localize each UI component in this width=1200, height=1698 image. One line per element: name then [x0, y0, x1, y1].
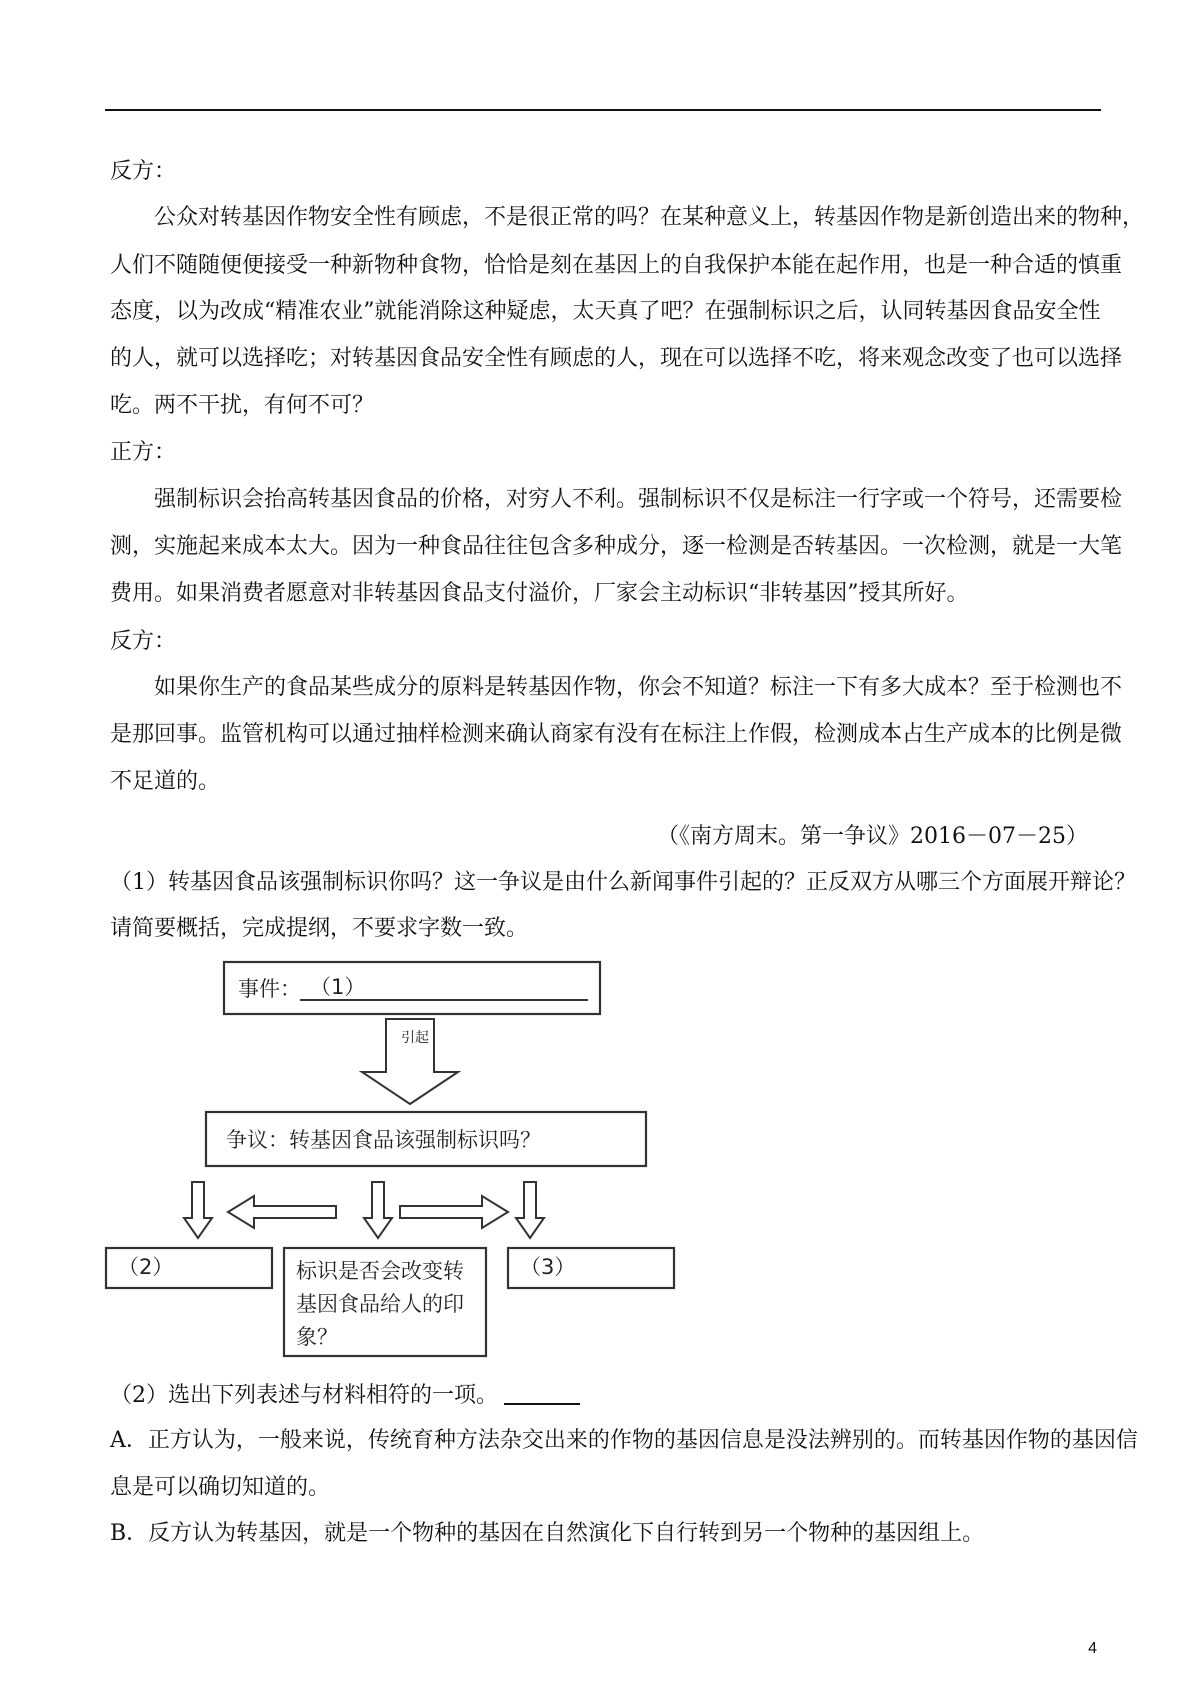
citation: （《南方周末。第一争议》2016－07－25） — [657, 824, 1088, 849]
answer-blank[interactable] — [504, 1385, 580, 1405]
right-arrow-icon — [400, 1196, 508, 1228]
option-a-line: A．正方认为，一般来说，传统育种方法杂交出来的作物的基因信息是没法辨别的。而转基因作物的基因信 — [110, 1428, 1138, 1453]
center-box-line: 标识是否会改变转 — [296, 1259, 464, 1283]
paragraph-line: 吃。两不干扰，有何不可？ — [110, 393, 375, 418]
paragraph-line: 态度，以为改成“精准农业”就能消除这种疑虑，太天真了吧？在强制标识之后，认同转基因食品安全性 — [110, 299, 1101, 324]
left-arrow-icon — [228, 1196, 336, 1228]
event-label: 事件： — [238, 977, 301, 1001]
paragraph-line: 是那回事。监管机构可以通过抽样检测来确认商家有没有在标注上作假，检测成本占生产成本的比例是微 — [110, 722, 1123, 747]
paragraph-line: 不足道的。 — [110, 769, 221, 794]
center-box-line: 基因食品给人的印 — [296, 1292, 464, 1316]
left-box-label: （2） — [118, 1255, 174, 1279]
question-2-text: （2）选出下列表述与材料相符的一项。 — [110, 1383, 498, 1408]
dispute-text: 争议：转基因食品该强制标识吗？ — [226, 1128, 541, 1152]
down-arrow-icon — [516, 1182, 544, 1238]
right-box-label: （3） — [520, 1255, 576, 1279]
option-a-line: 息是可以确切知道的。 — [110, 1475, 331, 1500]
speaker-label: 反方： — [110, 629, 177, 654]
question-1-line: 请简要概括，完成提纲，不要求字数一致。 — [110, 916, 529, 941]
option-b: B．反方认为转基因，就是一个物种的基因在自然演化下自行转到另一个物种的基因组上。 — [110, 1521, 985, 1546]
center-box-line: 象？ — [296, 1325, 338, 1349]
arrow-text: 引起 — [401, 1030, 429, 1046]
question-1-line: （1）转基因食品该强制标识你吗？这一争议是由什么新闻事件引起的？正反双方从哪三个方面展开辩论？ — [110, 870, 1137, 895]
paragraph-line: 如果你生产的食品某些成分的原料是转基因作物，你会不知道？标注一下有多大成本？至于检测也不 — [154, 675, 1123, 700]
paragraph-line: 人们不随随便便接受一种新物种食物，恰恰是刻在基因上的自我保护本能在起作用，也是一种合适的慎重 — [110, 253, 1123, 278]
paragraph-line: 费用。如果消费者愿意对非转基因食品支付溢价，厂家会主动标识“非转基因”授其所好。 — [110, 581, 969, 606]
page-number: 4 — [1088, 1640, 1097, 1657]
header-rule — [105, 109, 1101, 111]
paragraph-line: 公众对转基因作物安全性有顾虑，不是很正常的吗？在某种意义上，转基因作物是新创造出来的物种， — [154, 205, 1145, 230]
down-arrow-icon — [184, 1182, 212, 1238]
paragraph-line: 测，实施起来成本太大。因为一种食品往往包含多种成分，逐一检测是否转基因。一次检测，就是一大笔 — [110, 534, 1123, 559]
paragraph-line: 的人，就可以选择吃；对转基因食品安全性有顾虑的人，现在可以选择不吃，将来观念改变了也可以选择 — [110, 346, 1123, 371]
paragraph-line: 强制标识会抬高转基因食品的价格，对穷人不利。强制标识不仅是标注一行字或一个符号，还需要检 — [154, 487, 1123, 512]
outline-diagram — [104, 956, 740, 1362]
question-2-prompt — [110, 1381, 1100, 1410]
speaker-label: 正方： — [110, 440, 177, 465]
speaker-label: 反方： — [110, 159, 177, 184]
event-blank: （1） — [310, 975, 366, 999]
down-arrow-icon — [364, 1182, 392, 1238]
